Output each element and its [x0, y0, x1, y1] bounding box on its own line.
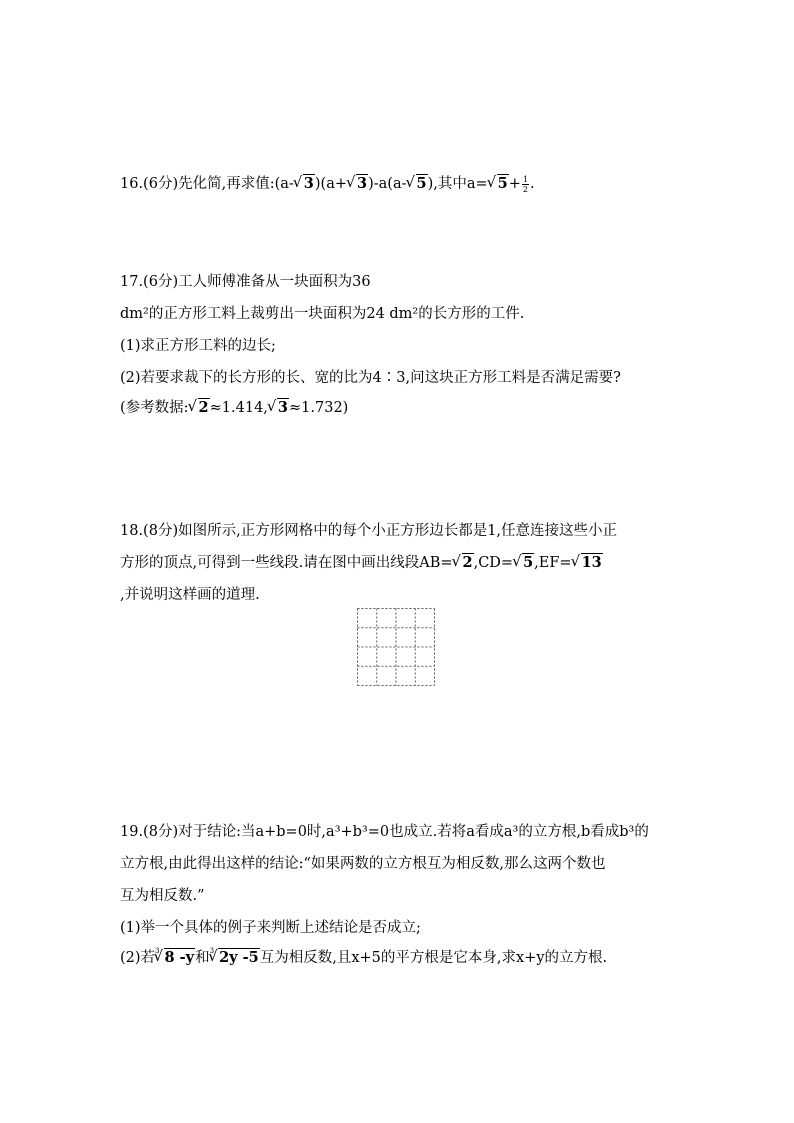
q17-ref-text-3: ≈1.732) [289, 400, 349, 416]
q19-line-2: 立方根,由此得出这样的结论:“如果两数的立方根互为相反数,那么这两个数也 [120, 856, 606, 872]
q18-text-1: 方形的顶点,可得到一些线段.请在图中画出线段AB= [120, 555, 453, 571]
q16-text-5: + [508, 176, 521, 192]
cube-root-index-2: 3 [209, 947, 215, 955]
cube-root-index-1: 3 [155, 947, 160, 955]
q17-line-2: dm²的正方形工料上裁剪出一块面积为24 dm²的长方形的工件. [120, 306, 525, 322]
sqrt-2: √ 2 [189, 399, 210, 416]
q16-text-1: 16.(6分)先化简,再求值:(a- [120, 176, 294, 192]
grid-svg [357, 608, 435, 686]
q17-line-1: 17.(6分)工人师傅准备从一块面积为36 [120, 274, 371, 290]
sqrt-2-ab: √ 2 [453, 554, 474, 571]
q18-text-3: ,EF= [534, 555, 572, 571]
sqrt-5-a: √ 5 [407, 175, 428, 192]
q16-text-3: )-a(a- [368, 176, 407, 192]
q19-text-3: 互为相反数,且x+5的平方根是它本身,求x+y的立方根. [259, 950, 608, 966]
q19-line-1: 19.(8分)对于结论:当a+b=0时,a³+b³=0也成立.若将a看成a³的立方根,b看成b³的 [120, 824, 649, 840]
cube-root-2y-minus-5: √ 2y -5 [209, 949, 260, 966]
question-16 [120, 172, 535, 194]
q19-line-3: 互为相反数.” [120, 888, 205, 904]
sqrt-3-b: √ 3 [347, 175, 368, 192]
q18-line-1: 18.(8分)如图所示,正方形网格中的每个小正方形边长都是1,任意连接这些小正 [120, 523, 618, 539]
sqrt-3: √ 3 [268, 399, 289, 416]
q19-text-1: (2)若 [120, 950, 156, 966]
q17-ref-text-2: ≈1.414, [209, 400, 268, 416]
q18-line-3: ,并说明这样画的道理. [120, 587, 260, 603]
sqrt-3-a: √ 3 [294, 175, 315, 192]
q18-line-2 [120, 551, 603, 572]
q17-reference-data [120, 396, 348, 417]
cube-root-8-minus-y: √ 8 -y [155, 949, 196, 966]
q19-text-2: 和 [195, 950, 210, 966]
q18-text-2: ,CD= [473, 555, 514, 571]
sqrt-5-cd: √ 5 [513, 554, 534, 571]
q19-line-5 [120, 946, 607, 967]
square-grid-figure [357, 608, 435, 686]
sqrt-5-b: √ 5 [488, 175, 509, 192]
q17-ref-text-1: (参考数据: [120, 400, 189, 416]
sqrt-13-ef: √ 13 [572, 554, 603, 571]
q16-text-2: )(a+ [314, 176, 347, 192]
q16-text-4: ),其中a= [427, 176, 488, 192]
q17-line-4: (2)若要求裁下的长方形的长、宽的比为4∶3,问这块正方形工料是否满足需要? [120, 370, 621, 386]
q16-text-6: . [530, 176, 535, 192]
q19-line-4: (1)举一个具体的例子来判断上述结论是否成立; [120, 920, 421, 936]
fraction-one-half: $\frac{1}{2}$ [522, 174, 528, 194]
q17-line-3: (1)求正方形工料的边长; [120, 338, 276, 354]
